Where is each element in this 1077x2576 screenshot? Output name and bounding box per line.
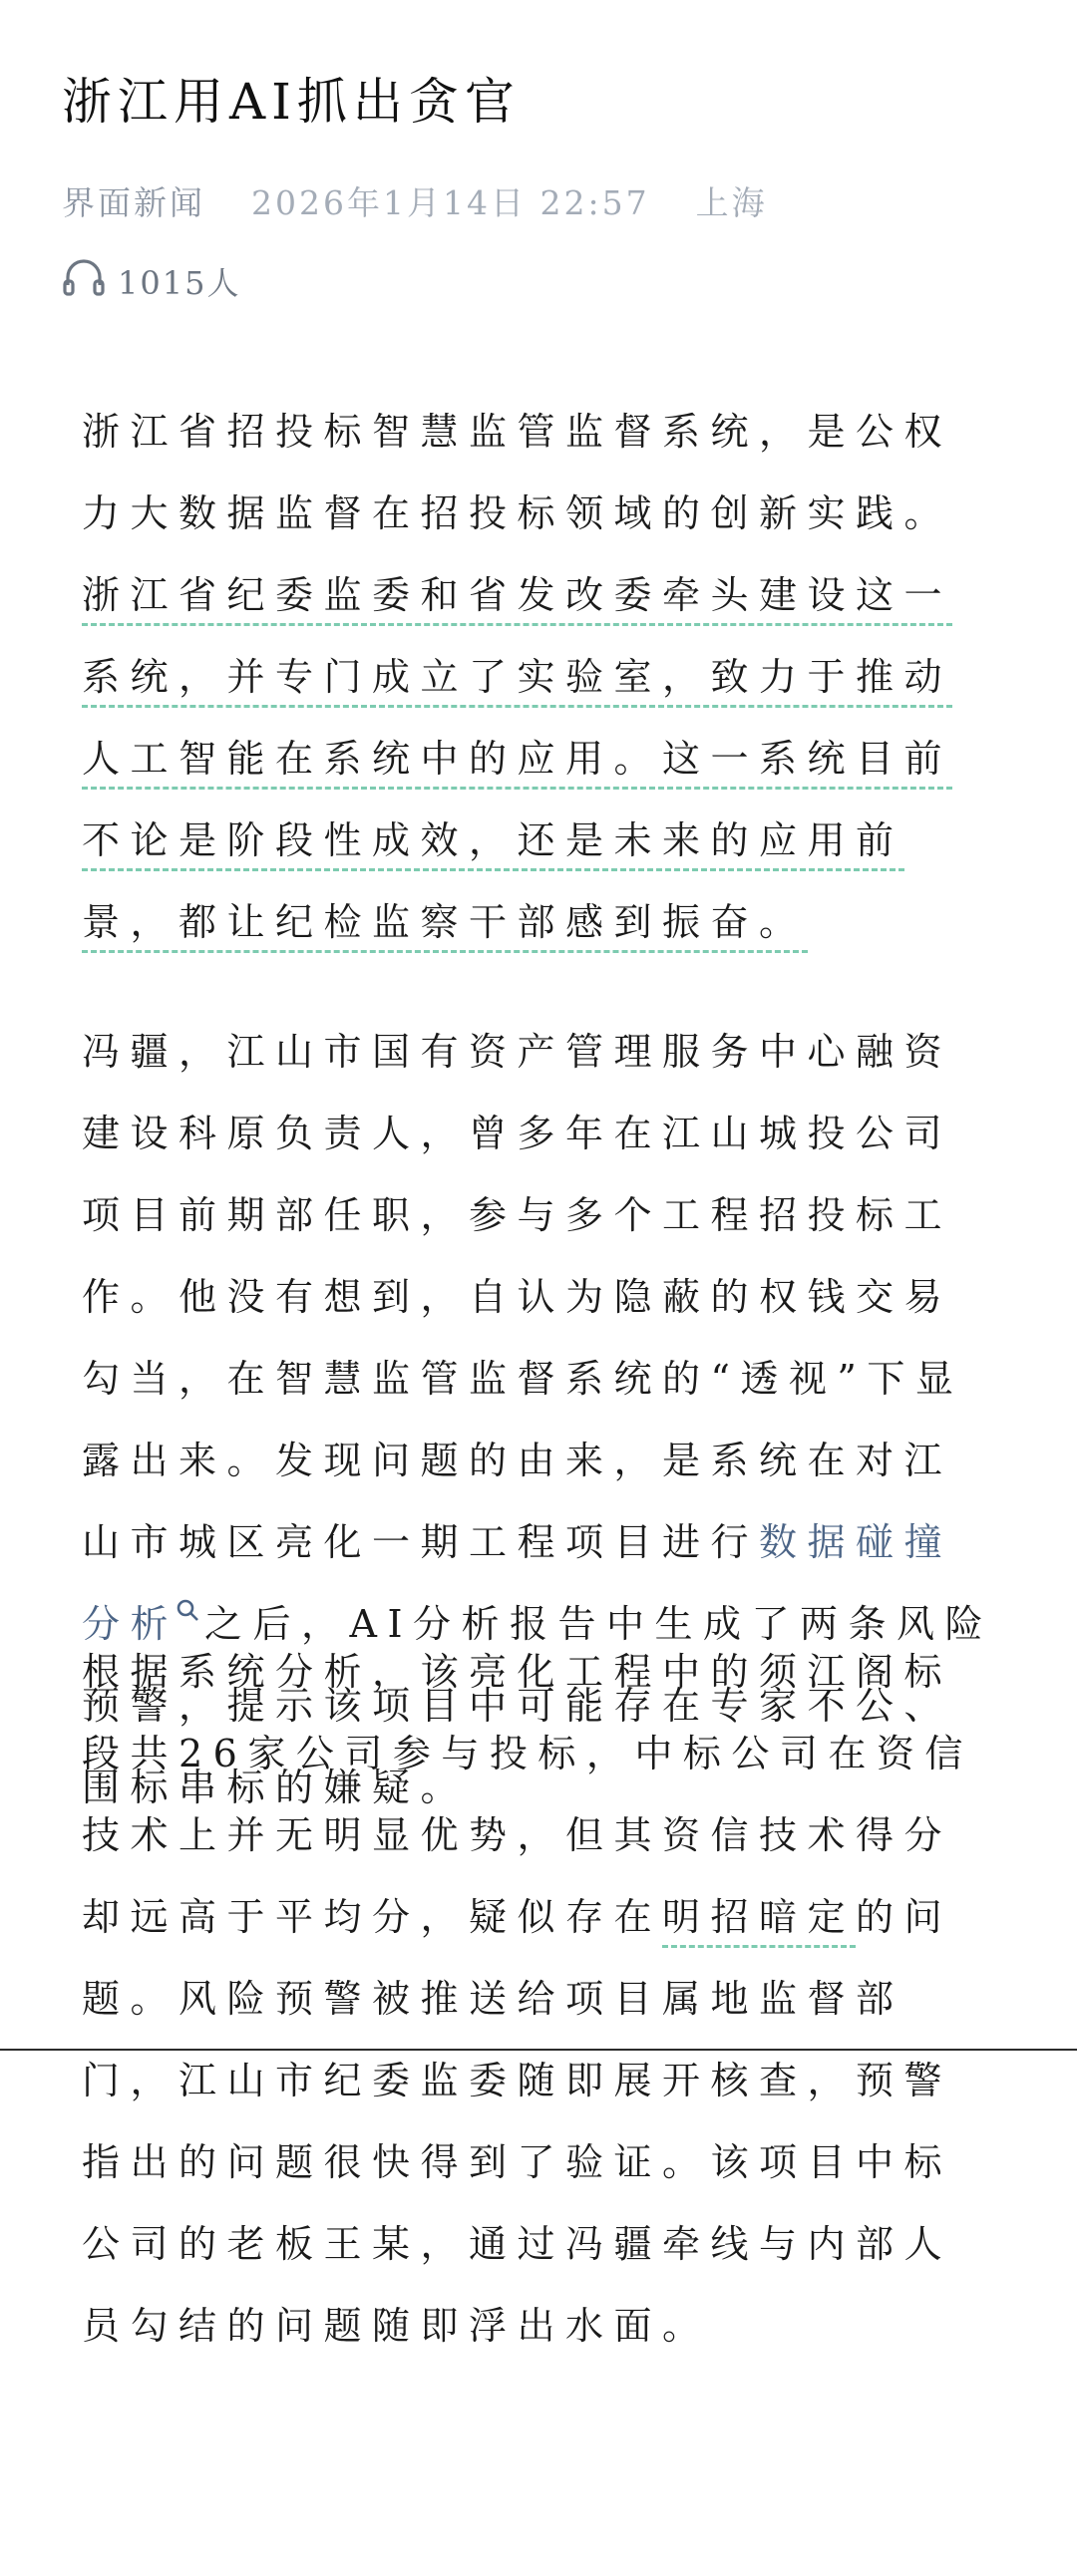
publish-location: 上海	[695, 183, 768, 222]
source-name[interactable]: 界面新闻	[62, 183, 205, 222]
article-title: 浙江用AI抓出贪官	[62, 73, 521, 131]
keyword-link-data-analysis[interactable]: 数据碰撞分析	[82, 1520, 953, 1646]
paragraph-3-text-b: 的问题。风险预警被推送给项目属地监督部门，江山市纪委监委随即展开核查，预警指出的问题很快得到了验证。该项目中标公司的老板王某，通过冯疆牵线与内部人员勾结的问题随即浮出水面。	[82, 1895, 953, 2348]
paragraph-3-text-a: 根据系统分析，该亮化工程中的须江阁标段共26家公司参与投标，中标公司在资信技术上并无明显优势，但其资信技术得分却远高于平均分，疑似存在	[82, 1650, 973, 1939]
paragraph-2-text-a: 冯疆，江山市国有资产管理服务中心融资建设科原负责人，曾多年在江山城投公司项目前期部任职，参与多个工程招投标工作。他没有想到，自认为隐蔽的权钱交易勾当，在智慧监管监督系统的“透视”下显露出来。发现问题的由来，是系统在对江山市城区亮化一期工程项目进行	[82, 1030, 964, 1564]
publish-datetime: 2026年1月14日 22:57	[251, 183, 650, 222]
paragraph-3	[82, 1631, 999, 2367]
listen-count[interactable]	[62, 257, 240, 305]
screenshot-seam-line	[0, 2049, 1077, 2051]
headphones-icon	[62, 257, 106, 305]
paragraph-1-highlight[interactable]: 浙江省纪委监委和省发改委牵头建设这一系统，并专门成立了实验室，致力于推动人工智能在系统中的应用。这一系统目前不论是阶段性成效，还是未来的应用前景，都让纪检监察干部感到振奋。	[82, 573, 952, 953]
listener-count-text: 1015人	[118, 264, 241, 302]
paragraph-2-text-c: 之后，AI分析报告中生成了两条风险预警，提示该项目中可能存在专家不公、围标串标的嫌疑。	[82, 1602, 993, 1809]
article-meta	[62, 177, 768, 224]
paragraph-1	[82, 391, 999, 963]
paragraph-1-text-a: 浙江省招投标智慧监管监督系统，是公权力大数据监督在招投标领域的创新实践。	[82, 410, 953, 535]
paragraph-3-highlight[interactable]: 明招暗定	[662, 1895, 856, 1948]
